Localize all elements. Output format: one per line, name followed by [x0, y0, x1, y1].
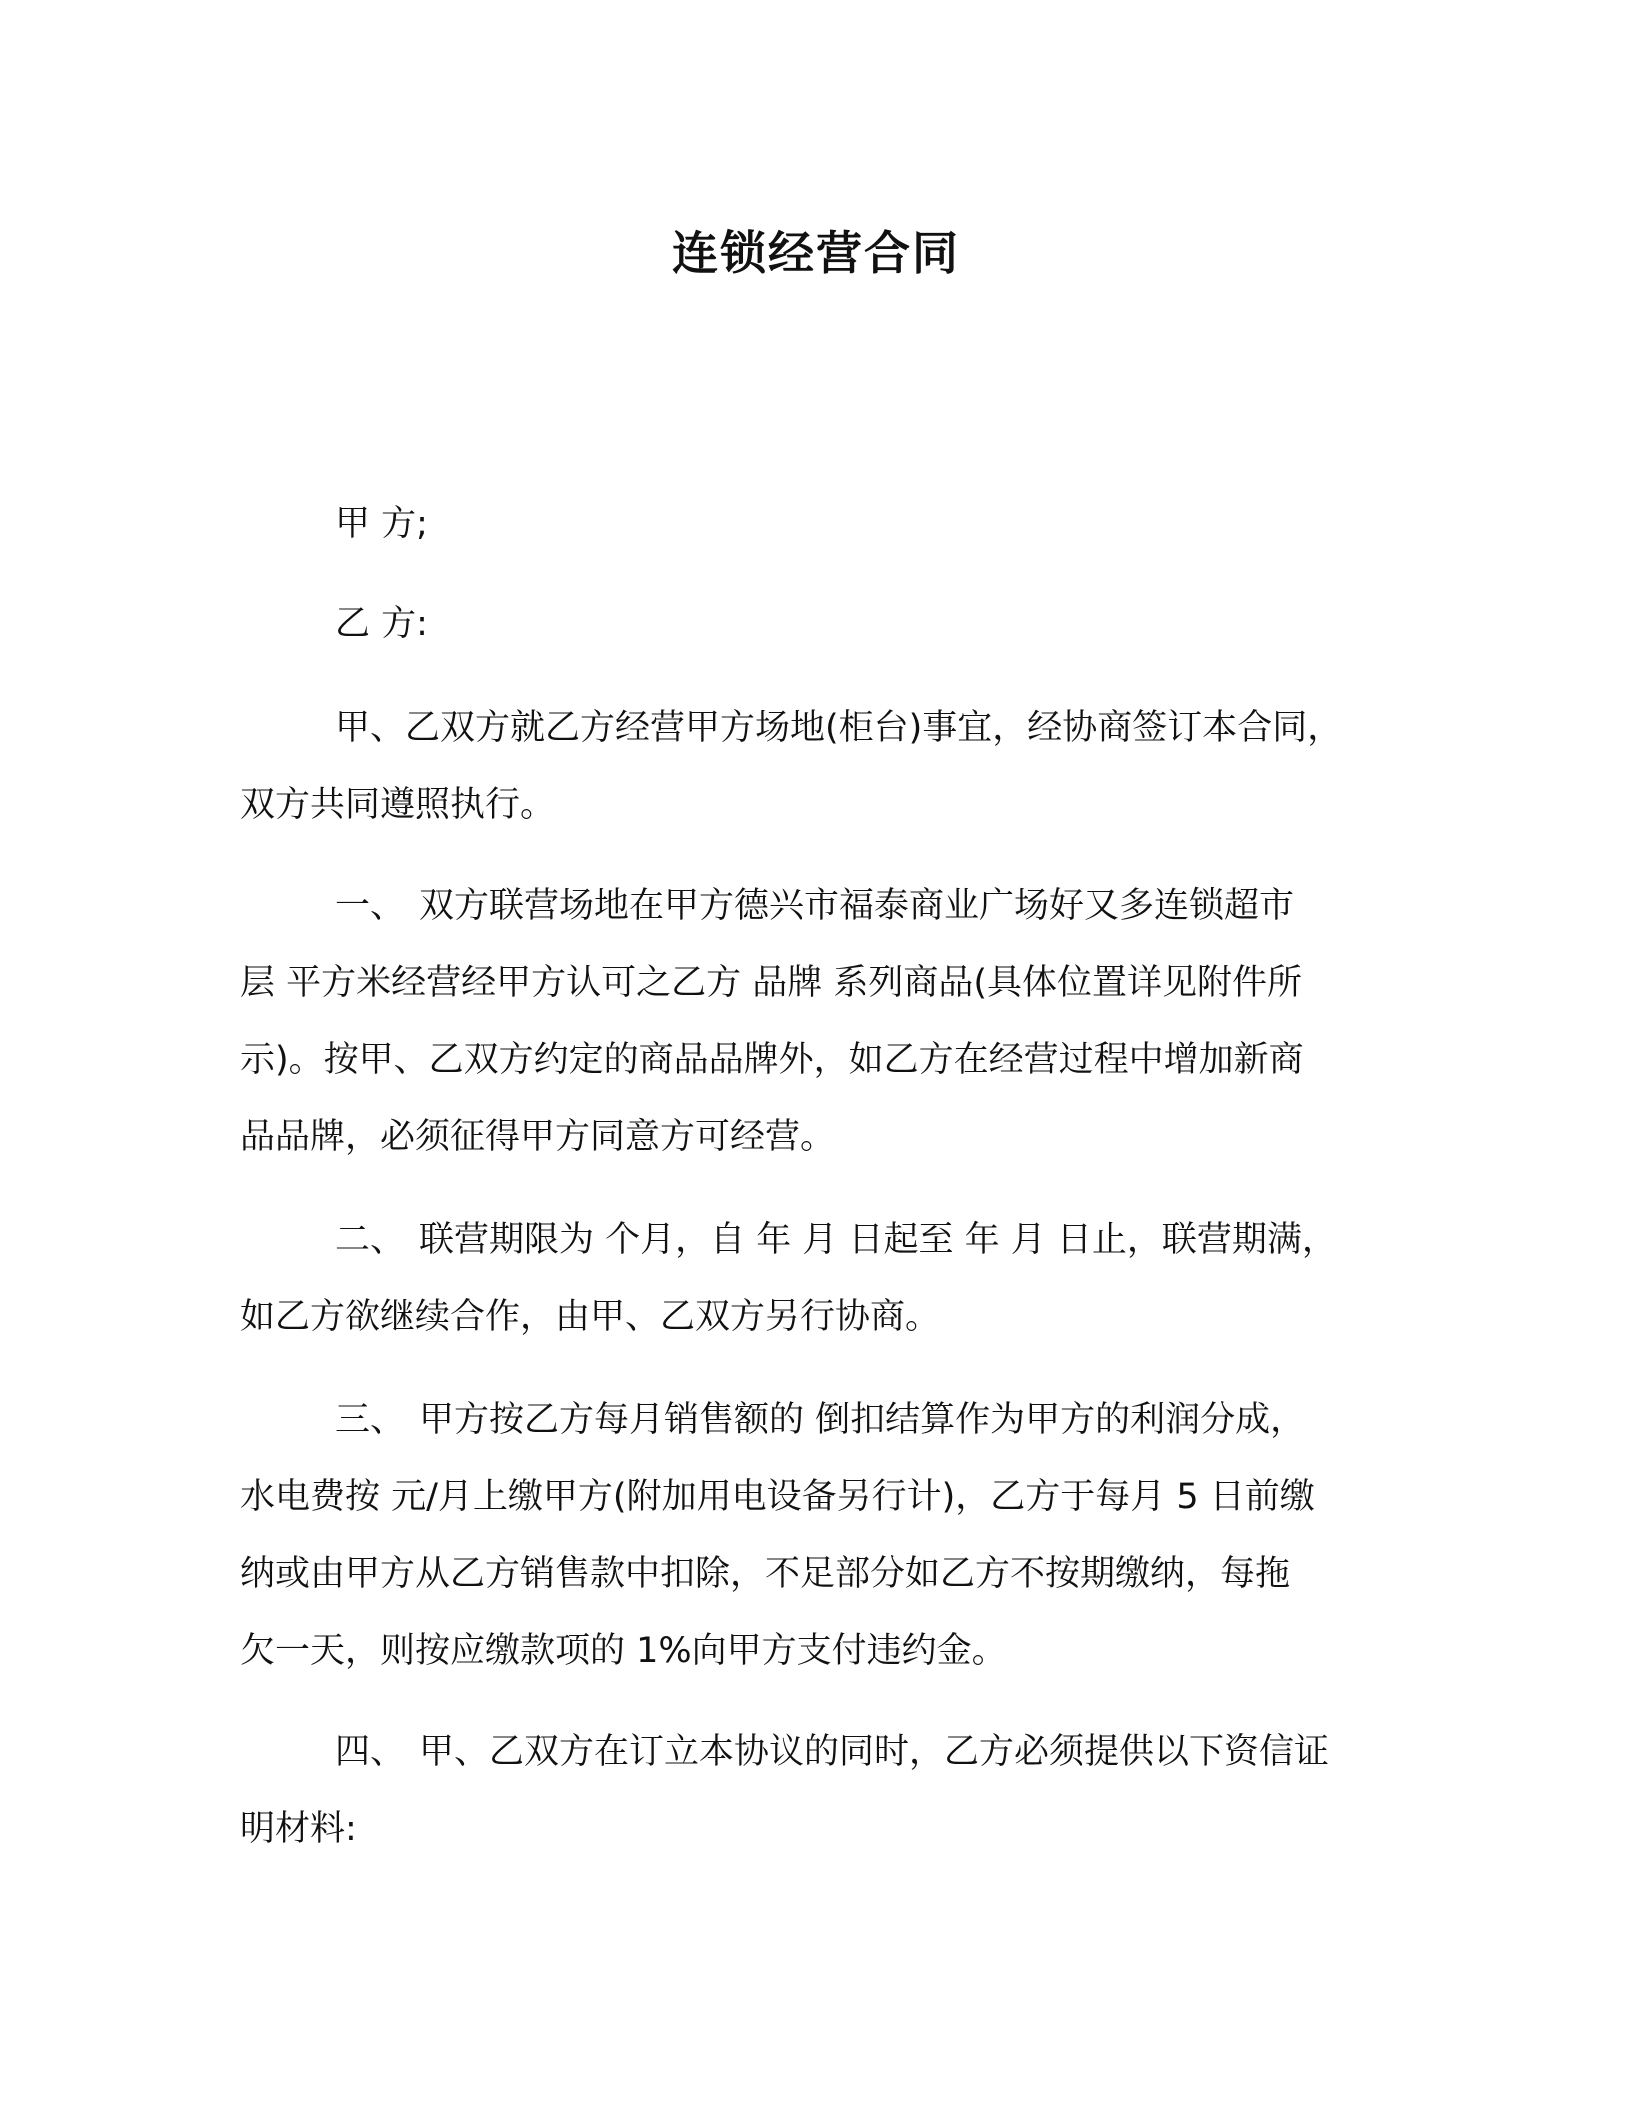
- clause-3-line-2: 水电费按 元/月上缴甲方(附加用电设备另行计)，乙方于每月 5 日前缴: [240, 1477, 1315, 1517]
- intro-line-2: 双方共同遵照执行。: [240, 785, 556, 825]
- clause-3-line-4: 欠一天，则按应缴款项的 1%向甲方支付违约金。: [240, 1631, 1007, 1671]
- document-title: 连锁经营合同: [672, 226, 960, 280]
- clause-3-text-1: 甲方按乙方每月销售额的 倒扣结算作为甲方的利润分成，: [419, 1400, 1306, 1440]
- clause-1-line-1: [240, 868, 1390, 945]
- clause-3-paragraph: [240, 1382, 1390, 1690]
- clause-3-line-1: [240, 1382, 1390, 1459]
- clause-4-paragraph: [240, 1714, 1390, 1868]
- party-a-label: 甲 方;: [335, 504, 428, 544]
- clause-2-text-1: 联营期限为 个月，自 年 月 日起至 年 月 日止，联营期满，: [419, 1220, 1337, 1260]
- party-a-line: [240, 486, 1390, 563]
- party-b-line: [240, 586, 1390, 663]
- clause-4-number: 四、: [335, 1732, 406, 1772]
- clause-4-line-1: [240, 1714, 1390, 1791]
- clause-2-paragraph: [240, 1202, 1390, 1356]
- party-b-label: 乙 方:: [335, 604, 428, 644]
- clause-2-number: 二、: [335, 1220, 406, 1260]
- clause-3-number: 三、: [335, 1400, 406, 1440]
- clause-4-line-2: 明材料:: [240, 1809, 357, 1849]
- clause-3-line-3: 纳或由甲方从乙方销售款中扣除，不足部分如乙方不按期缴纳，每拖: [240, 1554, 1291, 1594]
- clause-2-line-1: [240, 1202, 1390, 1279]
- clause-1-number: 一、: [335, 886, 406, 926]
- clause-1-line-2: 层 平方米经营经甲方认可之乙方 品牌 系列商品(具体位置详见附件所: [240, 963, 1303, 1003]
- clause-4-text-1: 甲、乙双方在订立本协议的同时，乙方必须提供以下资信证: [419, 1732, 1330, 1772]
- clause-1-line-3: 示)。按甲、乙双方约定的商品品牌外，如乙方在经营过程中增加新商: [240, 1040, 1304, 1080]
- clause-1-paragraph: [240, 868, 1390, 1176]
- clause-1-line-4: 品品牌，必须征得甲方同意方可经营。: [240, 1117, 836, 1157]
- intro-line-1: 甲、乙双方就乙方经营甲方场地(柜台)事宜，经协商签订本合同，: [335, 708, 1343, 748]
- clause-2-line-2: 如乙方欲继续合作，由甲、乙双方另行协商。: [240, 1297, 941, 1337]
- clause-1-text-1: 双方联营场地在甲方德兴市福泰商业广场好又多连锁超市: [419, 886, 1295, 926]
- intro-paragraph: [240, 690, 1390, 844]
